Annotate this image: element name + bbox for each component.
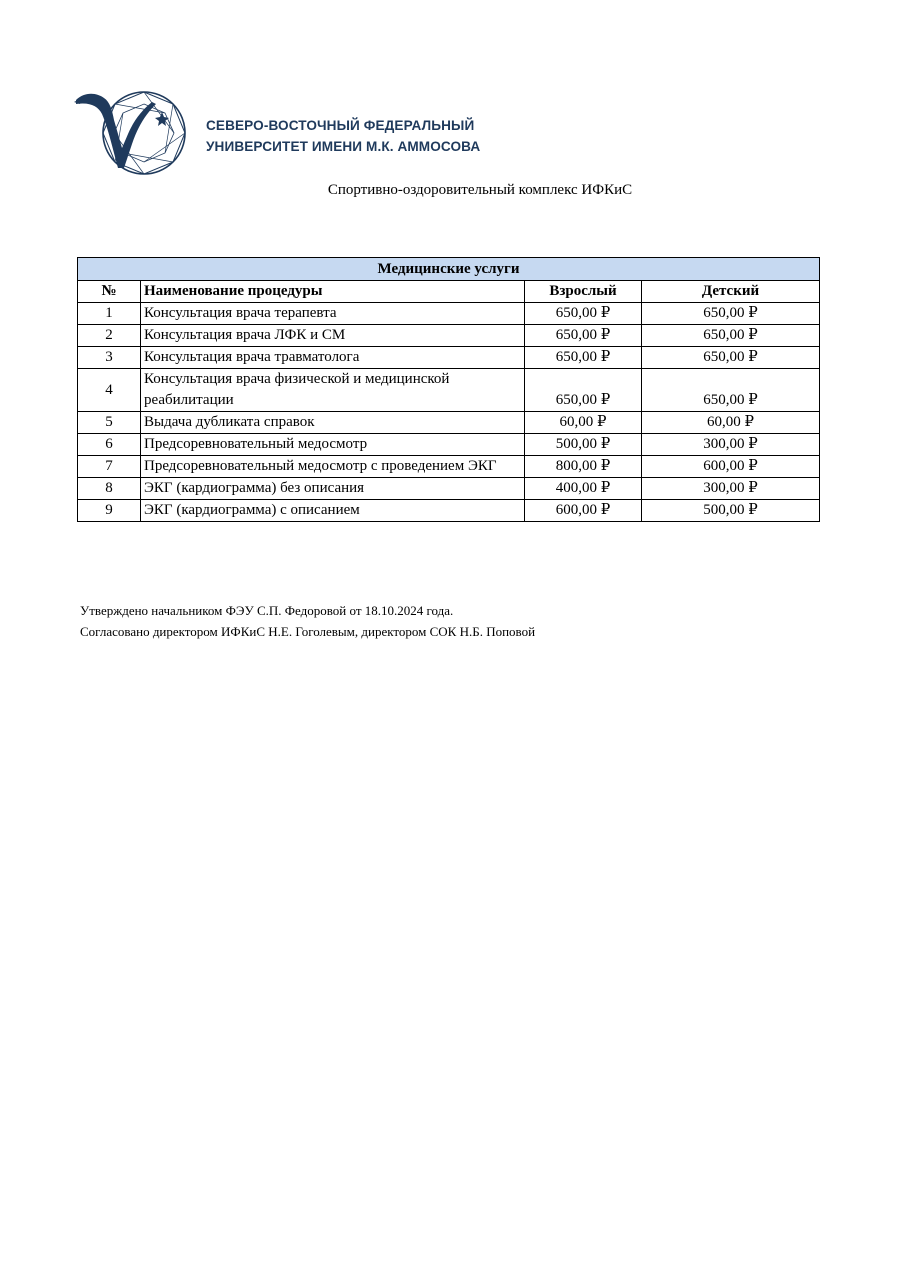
procedure-name: Консультация врача ЛФК и СМ [141, 325, 525, 347]
university-logo-icon [74, 88, 190, 178]
approval-footer [80, 600, 535, 642]
row-number: 7 [78, 456, 141, 478]
child-price: 650,00 ₽ [642, 303, 820, 325]
procedure-name: ЭКГ (кардиограмма) без описания [141, 478, 525, 500]
procedure-name: Выдача дубликата справок [141, 412, 525, 434]
adult-price: 800,00 ₽ [525, 456, 642, 478]
row-number: 8 [78, 478, 141, 500]
row-number: 3 [78, 347, 141, 369]
table-row [78, 500, 820, 522]
university-name-line1: СЕВЕРО-ВОСТОЧНЫЙ ФЕДЕРАЛЬНЫЙ [206, 118, 475, 133]
approval-line: Утверждено начальником ФЭУ С.П. Федоровой от 18.10.2024 года. [80, 603, 454, 618]
child-price: 650,00 ₽ [642, 369, 820, 412]
procedure-name: ЭКГ (кардиограмма) с описанием [141, 500, 525, 522]
adult-price: 650,00 ₽ [525, 303, 642, 325]
column-header-number: № [78, 281, 141, 303]
university-name-line2: УНИВЕРСИТЕТ ИМЕНИ М.К. АММОСОВА [206, 139, 481, 154]
column-header-procedure: Наименование процедуры [141, 281, 525, 303]
child-price: 60,00 ₽ [642, 412, 820, 434]
table-row [78, 434, 820, 456]
child-price: 300,00 ₽ [642, 478, 820, 500]
child-price: 650,00 ₽ [642, 325, 820, 347]
table-row [78, 412, 820, 434]
row-number: 5 [78, 412, 141, 434]
adult-price: 400,00 ₽ [525, 478, 642, 500]
procedure-name: Консультация врача травматолога [141, 347, 525, 369]
procedure-name: Предсоревновательный медосмотр [141, 434, 525, 456]
university-logo-block [74, 88, 534, 178]
child-price: 300,00 ₽ [642, 434, 820, 456]
agreement-line: Согласовано директором ИФКиС Н.Е. Гоголевым, директором СОК Н.Б. Поповой [80, 624, 536, 639]
table-row [78, 347, 820, 369]
procedure-name: Предсоревновательный медосмотр с проведением ЭКГ [141, 456, 525, 478]
column-header-adult: Взрослый [525, 281, 642, 303]
child-price: 600,00 ₽ [642, 456, 820, 478]
table-caption: Медицинские услуги [78, 258, 820, 281]
table-row [78, 303, 820, 325]
row-number: 2 [78, 325, 141, 347]
table-row [78, 325, 820, 347]
adult-price: 650,00 ₽ [525, 347, 642, 369]
university-name [206, 115, 480, 157]
child-price: 650,00 ₽ [642, 347, 820, 369]
procedure-name: Консультация врача физической и медицинской реабилитации [141, 369, 525, 412]
child-price: 500,00 ₽ [642, 500, 820, 522]
adult-price: 500,00 ₽ [525, 434, 642, 456]
row-number: 6 [78, 434, 141, 456]
row-number: 4 [78, 369, 141, 412]
table-row [78, 478, 820, 500]
row-number: 9 [78, 500, 141, 522]
table-header-row [78, 281, 820, 303]
column-header-child: Детский [642, 281, 820, 303]
adult-price: 650,00 ₽ [525, 369, 642, 412]
adult-price: 650,00 ₽ [525, 325, 642, 347]
row-number: 1 [78, 303, 141, 325]
table-row [78, 369, 820, 412]
document-subtitle: Спортивно-оздоровительный комплекс ИФКиС [327, 182, 633, 198]
adult-price: 600,00 ₽ [525, 500, 642, 522]
medical-services-price-table [77, 257, 820, 522]
adult-price: 60,00 ₽ [525, 412, 642, 434]
table-row [78, 456, 820, 478]
procedure-name: Консультация врача терапевта [141, 303, 525, 325]
